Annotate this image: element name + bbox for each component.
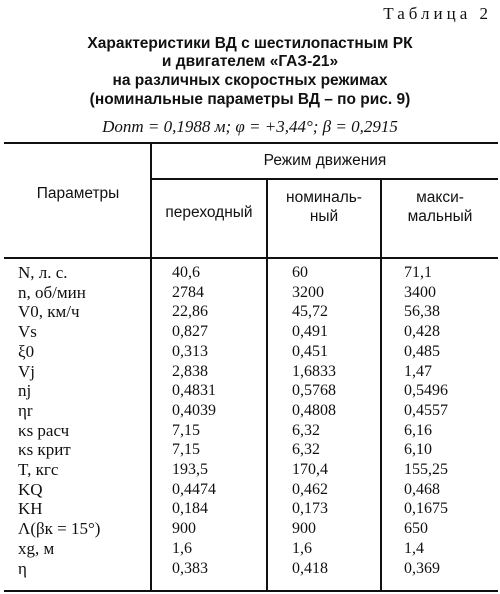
row-value-col2: 900 <box>292 520 316 537</box>
row-value-col2: 3200 <box>292 284 324 301</box>
row-value-col1: 0,4474 <box>172 481 216 498</box>
row-label: Λ(βк = 15°) <box>18 519 101 538</box>
row-value-col1: 0,383 <box>172 560 208 577</box>
row-value-col1: 193,5 <box>172 461 208 478</box>
col3-header-line2: мальный <box>407 208 473 225</box>
row-value-col3: 71,1 <box>404 264 432 281</box>
mode-header-rule <box>150 178 498 180</box>
row-value-col2: 1,6 <box>292 540 312 557</box>
row-value-col3: 0,468 <box>404 481 440 498</box>
row-label: V0, км/ч <box>18 302 80 321</box>
row-value-col2: 6,32 <box>292 441 320 458</box>
title-line-1: Характеристики ВД с шестилопастным РК <box>87 35 413 52</box>
title-line-2: и двигателем «ГАЗ-21» <box>161 53 339 70</box>
row-value-col3: 0,369 <box>404 560 440 577</box>
mode-header: Режим движения <box>263 152 387 169</box>
table-bottom-rule <box>4 590 498 592</box>
row-value-col1: 0,827 <box>172 323 208 340</box>
row-label: Vj <box>18 362 35 381</box>
row-label: κs расч <box>18 421 70 440</box>
row-value-col2: 0,451 <box>292 343 328 360</box>
col2-header-line2: ный <box>309 208 339 225</box>
row-value-col1: 0,4039 <box>172 402 216 419</box>
row-value-col3: 650 <box>404 520 428 537</box>
row-label: KQ <box>18 480 43 499</box>
row-value-col1: 0,313 <box>172 343 208 360</box>
row-value-col2: 45,72 <box>292 303 328 320</box>
col2-header-line1: номиналь- <box>286 189 362 206</box>
row-value-col3: 1,47 <box>404 363 432 380</box>
row-label: ξ0 <box>18 342 35 361</box>
row-value-col3: 0,1675 <box>404 500 448 517</box>
row-value-col1: 40,6 <box>172 264 200 281</box>
table-caption: Таблица 2 <box>383 4 492 23</box>
row-value-col2: 0,418 <box>292 560 328 577</box>
row-value-col1: 2,838 <box>172 363 208 380</box>
parameters-header: Параметры <box>36 185 120 202</box>
title-line-4: (номинальные параметры ВД – по рис. 9) <box>89 91 411 108</box>
row-value-col1: 7,15 <box>172 422 200 439</box>
col1-header: переходный <box>165 204 253 221</box>
row-value-col3: 0,4557 <box>404 402 448 419</box>
formula-line: Dопт = 0,1988 м; φ = +3,44°; β = 0,2915 <box>102 117 398 136</box>
row-value-col3: 3400 <box>404 284 436 301</box>
row-value-col3: 155,25 <box>404 461 448 478</box>
row-value-col1: 0,184 <box>172 500 208 517</box>
data-table <box>0 142 500 592</box>
col3-header-line1: макси- <box>416 189 464 206</box>
row-value-col2: 0,4808 <box>292 402 336 419</box>
table-top-rule <box>4 142 498 144</box>
row-value-col1: 2784 <box>172 284 204 301</box>
row-value-col3: 0,5496 <box>404 382 448 399</box>
col2-divider <box>380 178 382 591</box>
row-label: KH <box>18 499 43 518</box>
row-label: N, л. с. <box>18 263 68 282</box>
row-value-col2: 0,5768 <box>292 382 336 399</box>
row-value-col2: 6,32 <box>292 422 320 439</box>
row-value-col1: 900 <box>172 520 196 537</box>
row-value-col1: 1,6 <box>172 540 192 557</box>
col1-divider <box>266 178 268 591</box>
row-value-col3: 6,10 <box>404 441 432 458</box>
row-label: η <box>18 559 27 578</box>
row-label: κs крит <box>18 440 71 459</box>
row-value-col2: 0,491 <box>292 323 328 340</box>
row-value-col3: 1,4 <box>404 540 424 557</box>
row-label: nj <box>18 381 32 400</box>
row-label: Vs <box>18 322 37 341</box>
row-value-col1: 7,15 <box>172 441 200 458</box>
row-label: n, об/мин <box>18 283 86 302</box>
row-value-col2: 0,173 <box>292 500 328 517</box>
row-value-col3: 0,428 <box>404 323 440 340</box>
row-label: T, кгс <box>18 460 59 479</box>
row-value-col2: 60 <box>292 264 308 281</box>
row-value-col1: 0,4831 <box>172 382 216 399</box>
title-line-3: на различных скоростных режимах <box>112 72 388 89</box>
row-label: ηr <box>18 401 33 420</box>
row-value-col3: 56,38 <box>404 303 440 320</box>
row-label: xg, м <box>18 539 55 558</box>
row-value-col2: 1,6833 <box>292 363 336 380</box>
header-bottom-rule <box>4 257 498 259</box>
row-value-col2: 170,4 <box>292 461 328 478</box>
row-value-col1: 22,86 <box>172 303 208 320</box>
row-value-col3: 6,16 <box>404 422 432 439</box>
row-value-col3: 0,485 <box>404 343 440 360</box>
row-value-col2: 0,462 <box>292 481 328 498</box>
